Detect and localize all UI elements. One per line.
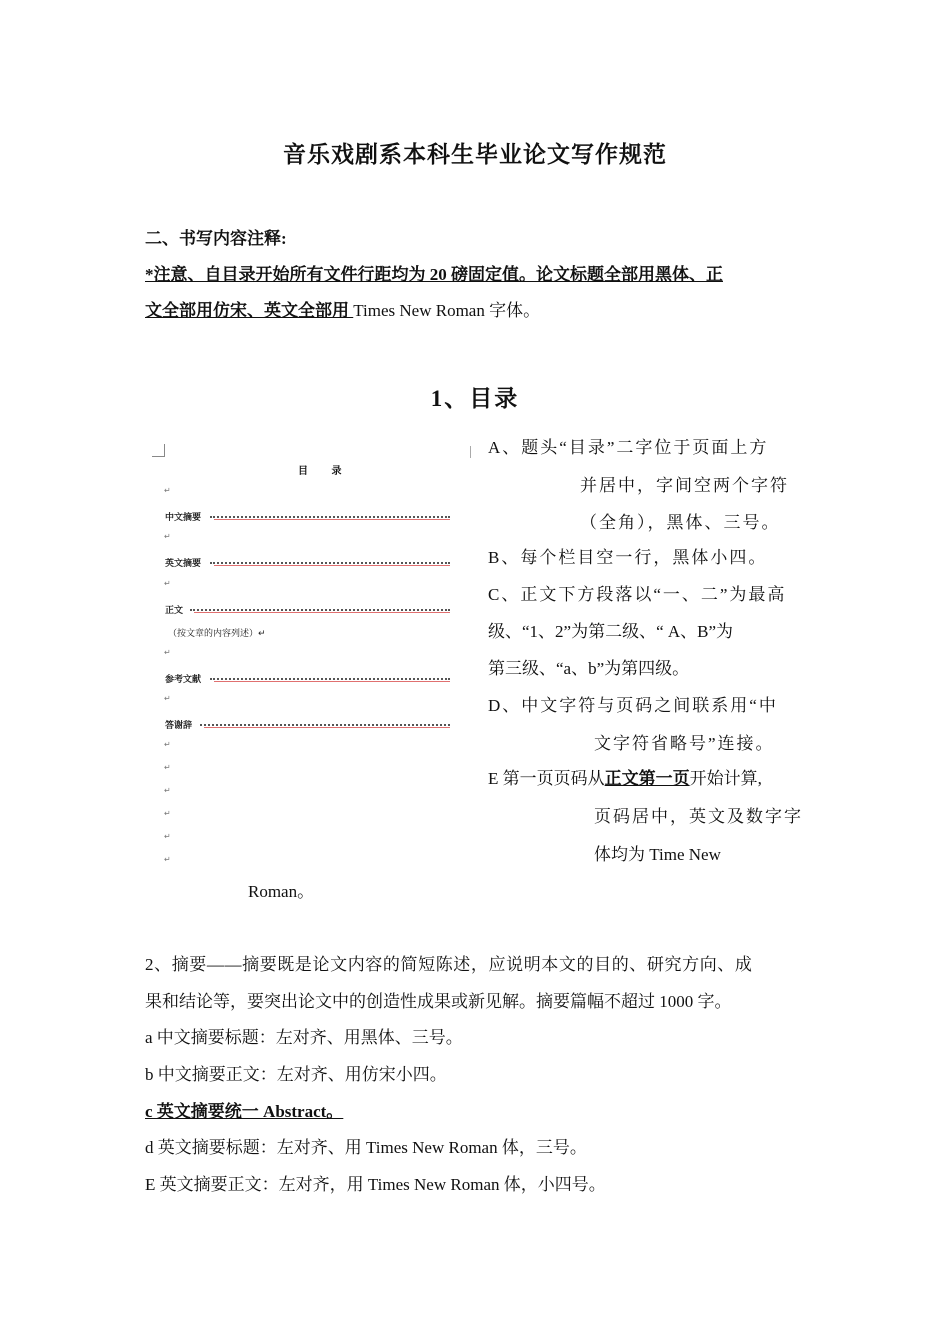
notice-line-1: *注意、自目录开始所有文件行距均为 20 磅固定值。论文标题全部用黑体、正 [145, 265, 723, 284]
toc-rule-e-cont: 体均为 Time New [594, 845, 721, 864]
return-mark: ↵ [164, 832, 171, 841]
toc-rule-e-underlined: 正文第一页 [604, 769, 690, 788]
toc-thumbnail [148, 440, 478, 880]
return-mark: ↵ [164, 694, 171, 703]
notice-line-2 [145, 301, 540, 321]
return-mark: ↵ [164, 809, 171, 818]
abstract-rule-e: E 英文摘要正文：左对齐，用 Times New Roman 体，小四号。 [145, 1175, 606, 1194]
return-mark: ↵ [164, 763, 171, 772]
thumbnail-entry: 答谢辞 [165, 721, 193, 731]
return-mark: ↵ [164, 486, 171, 495]
abstract-line-2: 果和结论等，要突出论文中的创造性成果或新见解。摘要篇幅不超过 1000 字。 [145, 992, 732, 1011]
return-mark: ↵ [164, 579, 171, 588]
toc-rule-d: D、中文字符与页码之间联系用“中 [488, 696, 778, 715]
toc-rule-e [488, 769, 762, 789]
toc-rule-e-pre: E 第一页页码从 [488, 769, 605, 788]
thumbnail-entry: 正文 [165, 606, 184, 616]
notice-line-2-tail: Times New Roman 字体。 [353, 301, 541, 320]
thumbnail-entry: 参考文献 [165, 675, 202, 685]
thumbnail-title: 目 录 [298, 466, 352, 477]
notice-line-2-underlined: 文全部用仿宋、英文全部用 [145, 301, 354, 320]
thumbnail-entry: 英文摘要 [165, 559, 202, 569]
abstract-rule-d: d 英文摘要标题：左对齐、用 Times New Roman 体，三号。 [145, 1138, 587, 1157]
return-mark: ↵ [164, 786, 171, 795]
spellcheck-underline [214, 516, 450, 520]
abstract-line-1: 2、摘要——摘要既是论文内容的简短陈述，应说明本文的目的、研究方向、成 [145, 955, 753, 974]
page-corner-mark [152, 444, 165, 457]
return-mark: ↵ [164, 740, 171, 749]
return-mark: ↵ [164, 855, 171, 864]
toc-rule-e-cont: 页码居中，英文及数字字 [594, 807, 803, 826]
spellcheck-underline [194, 609, 450, 613]
return-mark: ↵ [164, 648, 171, 657]
toc-rule-c-cont: 级、“1、2”为第二级、“ A、B”为 [488, 622, 734, 641]
toc-rule-c-cont: 第三级、“a、b”为第四级。 [488, 659, 690, 678]
page-corner-mark-right [470, 446, 471, 458]
toc-rule-e-end: Roman。 [248, 882, 315, 901]
toc-rule-c: C、正文下方段落以“一、二”为最高 [488, 585, 787, 604]
return-mark: ↵ [164, 532, 171, 541]
toc-rule-d-cont: 文字符省略号”连接。 [594, 734, 775, 753]
toc-rule-a-cont: （全角），黑体、三号。 [580, 513, 781, 532]
toc-rule-a: A、题头“目录”二字位于页面上方 [488, 438, 769, 457]
spellcheck-underline [214, 678, 450, 682]
abstract-rule-c: c 英文摘要统一 Abstract。 [145, 1102, 344, 1121]
thumbnail-note: （按文章的内容列述）↵ [168, 629, 266, 639]
thumbnail-entry: 中文摘要 [165, 513, 202, 523]
abstract-rule-b: b 中文摘要正文：左对齐、用仿宋小四。 [145, 1065, 447, 1084]
section-heading: 二、书写内容注释: [145, 229, 287, 248]
toc-rule-a-cont: 并居中，字间空两个字符 [580, 476, 789, 495]
toc-heading: 1、目录 [430, 386, 520, 411]
spellcheck-underline [204, 724, 450, 728]
toc-rule-b: B、每个栏目空一行，黑体小四。 [488, 548, 768, 567]
toc-rule-e-post: 开始计算, [689, 769, 762, 788]
spellcheck-underline [214, 562, 450, 566]
document-title: 音乐戏剧系本科生毕业论文写作规范 [283, 142, 667, 167]
abstract-rule-a: a 中文摘要标题：左对齐、用黑体、三号。 [145, 1028, 463, 1047]
